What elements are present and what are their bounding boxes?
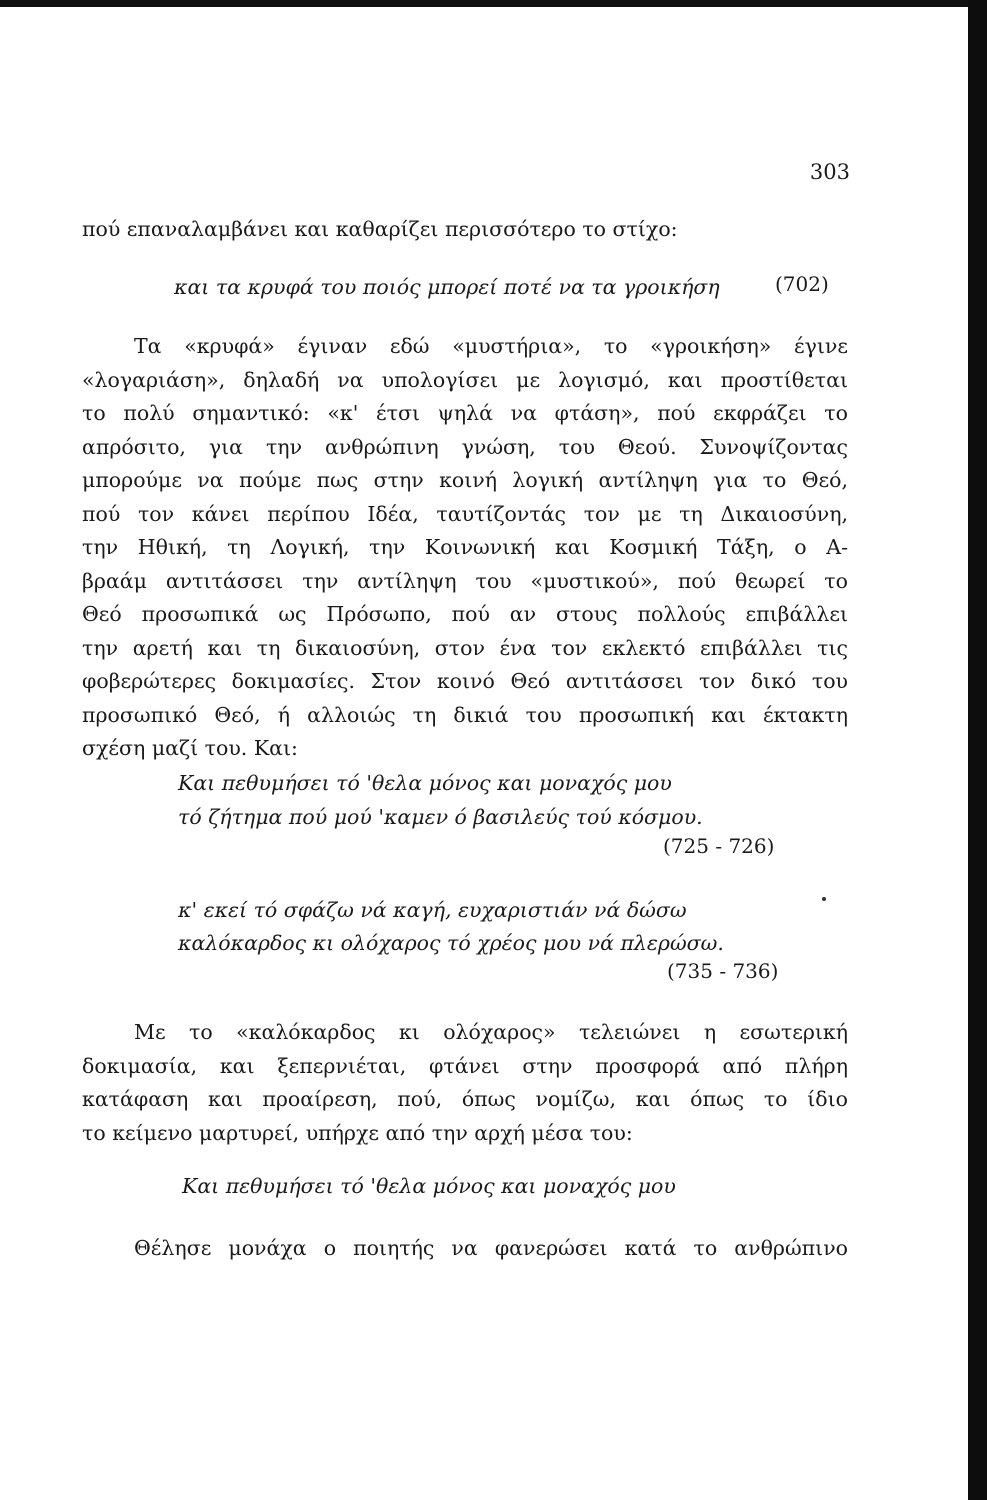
paragraph-1-line: «λογαριάση», δηλαδή να υπολογίσει με λογισμό, και προστίθεται [82, 367, 848, 392]
paragraph-2-line: δοκιμασία, και ξεπερνιέται, φτάνει στην προσφορά από πλήρη [82, 1053, 848, 1078]
scan-right-edge [968, 0, 987, 1500]
paragraph-1-line: βραάμ αντιτάσσει την αντίληψη του «μυστικού», πού θεωρεί το [82, 568, 848, 593]
print-speck [822, 897, 826, 901]
final-line: Θέλησε μονάχα ο ποιητής να φανερώσει κατά το ανθρώπινο [134, 1236, 848, 1260]
intro-line: πού επαναλαμβάνει και καθαρίζει περισσότερο το στίχο: [82, 217, 678, 241]
paragraph-1-line: σχέση μαζί του. Και: [82, 736, 298, 760]
paragraph-1-line: το πολύ σημαντικό: «κ' έτσι ψηλά να φτάση», πού εκφράζει το [82, 401, 848, 425]
paragraph-1-line: απρόσιτο, για την ανθρώπινη γνώση, του Θεού. Συνοψίζοντας [82, 434, 848, 459]
verse-735-736-ref: (735 - 736) [667, 959, 779, 983]
paragraph-1-line: την Ηθική, τη Λογική, την Κοινωνική και Κοσμική Τάξη, ο Α- [82, 535, 848, 559]
paragraph-1-line: μπορούμε να πούμε πως στην κοινή λογική αντίληψη για το Θεό, [82, 468, 848, 492]
final-line-block [82, 1232, 848, 1266]
scan-top-edge [0, 0, 987, 7]
verse-725-726-line-2: τό ζήτημα πού μού 'καμεν ό βασιλεύς τού κόσμου. [178, 805, 703, 829]
verse-702-ref: (702) [775, 272, 829, 296]
paragraph-1-line: Θεό προσωπικά ως Πρόσωπο, πού αν στους πολλούς επιβάλλει [82, 602, 848, 626]
verse-702: και τα κρυφά του ποιός μπορεί ποτέ να τα γροικήση [174, 275, 720, 299]
verse-725-726-ref: (725 - 726) [663, 834, 775, 858]
paragraph-2-line: το κείμενο μαρτυρεί, υπήρχε από την αρχή μέσα του: [82, 1120, 633, 1145]
paragraph-1 [82, 330, 848, 766]
paragraph-2-line: Με το «καλόκαρδος κι ολόχαρος» τελειώνει η εσωτερική [134, 1020, 848, 1044]
verse-725-726-line-1: Και πεθυμήσει τό 'θελα μόνος και μοναχός μου [178, 771, 672, 795]
paragraph-1-line: την αρετή και τη δικαιοσύνη, στον ένα τον εκλεκτό επιβάλλει τις [82, 635, 848, 660]
paragraph-1-line: φοβερώτερες δοκιμασίες. Στον κοινό Θεό αντιτάσσει τον δικό του [82, 669, 848, 693]
intro-line-block [82, 213, 848, 247]
page-number: 303 [809, 160, 850, 184]
verse-735-736-line-1: κ' εκεί τό σφάζω νά καγή, ευχαριστιάν νά δώσω [178, 898, 687, 922]
paragraph-1-line: πού τον κάνει περίπου Ιδέα, ταυτίζοντάς τον με τη Δικαιοσύνη, [82, 501, 848, 526]
paragraph-2-line: κατάφαση και προαίρεση, πού, όπως νομίζω, και όπως το ίδιο [82, 1087, 848, 1111]
verse-repeat: Και πεθυμήσει τό 'θελα μόνος και μοναχός μου [182, 1174, 676, 1198]
verse-735-736-line-2: καλόκαρδος κι ολόχαρος τό χρέος μου νά πλερώσω. [178, 931, 724, 955]
paragraph-1-line: Τα «κρυφά» έγιναν εδώ «μυστήρια», το «γροικήση» έγινε [134, 334, 848, 358]
paragraph-2 [82, 1016, 848, 1150]
paragraph-1-line: προσωπικό Θεό, ή αλλοιώς τη δικιά του προσωπική και έκτακτη [82, 702, 848, 727]
